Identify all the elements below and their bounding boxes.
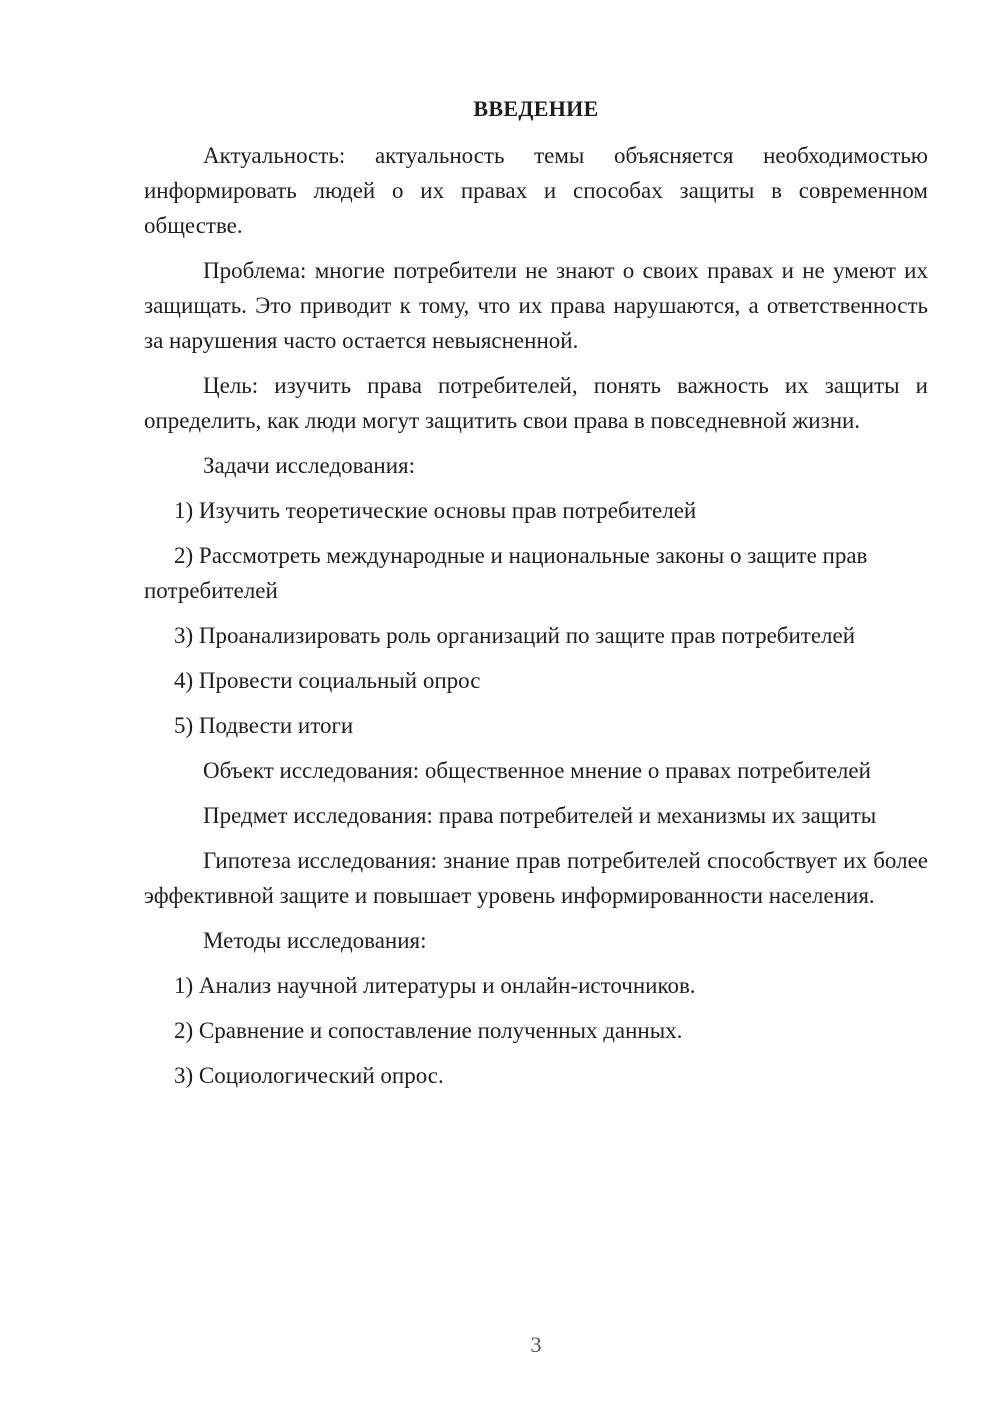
subject-paragraph: Предмет исследования: права потребителей и механизмы их защиты (203, 803, 877, 828)
list-item: 1) Изучить теоретические основы прав потребителей (174, 498, 697, 523)
methods-label: Методы исследования: (203, 928, 427, 953)
relevance-paragraph: Актуальность: актуальность темы объясняется необходимостью информировать людей о их правах и способах защиты в современном обществе. (144, 143, 928, 238)
list-item: 4) Провести социальный опрос (174, 668, 481, 693)
list-item: 5) Подвести итоги (174, 713, 354, 738)
list-item: 3) Социологический опрос. (174, 1063, 444, 1088)
page-number: 3 (530, 1332, 542, 1357)
tasks-list (144, 493, 928, 743)
problem-paragraph: Проблема: многие потребители не знают о своих правах и не умеют их защищать. Это приводит к тому, что их права нарушаются, а ответственность за нарушения часто остается невыясненной. (144, 258, 928, 353)
page-content (144, 94, 928, 1103)
list-item: 1) Анализ научной литературы и онлайн-источников. (174, 973, 696, 998)
list-item: 2) Рассмотреть международные и национальные законы о защите прав потребителей (144, 543, 868, 603)
goal-paragraph: Цель: изучить права потребителей, понять важность их защиты и определить, как люди могут защитить свои права в повседневной жизни. (144, 373, 928, 433)
list-item: 2) Сравнение и сопоставление полученных данных. (174, 1018, 683, 1043)
hypothesis-paragraph: Гипотеза исследования: знание прав потребителей способствует их более эффективной защите и повышает уровень информированности населения. (144, 848, 928, 908)
object-paragraph: Объект исследования: общественное мнение о правах потребителей (203, 758, 871, 783)
tasks-label: Задачи исследования: (203, 453, 416, 478)
section-heading: ВВЕДЕНИЕ (473, 96, 599, 121)
list-item: 3) Проанализировать роль организаций по защите прав потребителей (174, 623, 856, 648)
methods-list (144, 968, 928, 1093)
